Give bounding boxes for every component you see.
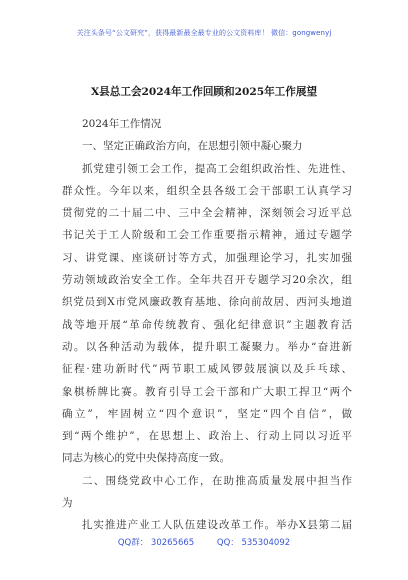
subsection-heading: 一、坚定正确政治方向，在思想引领中凝心聚力 xyxy=(82,140,303,153)
document-body xyxy=(62,113,352,537)
paragraph-line: 书记关于工人阶级和工会工作重要指示精神，通过专题学 xyxy=(62,229,352,242)
subsection-heading-cont: 为 xyxy=(62,497,73,510)
qq-group-label: QQ群： 30265665 xyxy=(117,538,195,548)
paragraph-line: 象棋桥牌比赛。教育引导工会干部和广大职工捍卫“两个 xyxy=(62,385,352,398)
paragraph-line: 贯彻党的二十届二中、三中全会精神，深刻领会习近平总 xyxy=(62,207,352,220)
document-title: X县总工会2024年工作回顾和2025年工作展望 xyxy=(90,86,318,98)
paragraph-line: 征程·建功新时代”两节职工威风锣鼓展演以及乒乓球、 xyxy=(62,363,352,376)
paragraph-line: 扎实推进产业工人队伍建设改革工作。举办X县第二届 xyxy=(82,519,352,532)
paragraph-line: 到“两个维护”，在思想上、政治上、行动上同以习近平 xyxy=(62,430,352,443)
paragraph-line: 确立”，牢固树立“四个意识”，坚定“四个自信”，做 xyxy=(62,407,352,420)
qq-contact-label: QQ： 535304092 xyxy=(216,538,291,548)
paragraph-line: 织党员到X市党风廉政教育基地、徐向前故居、西河头地道 xyxy=(62,296,352,309)
paragraph-line: 同志为核心的党中央保持高度一致。 xyxy=(62,452,230,465)
paragraph-line: 劳动领域政治安全工作。全年共召开专题学习20余次，组 xyxy=(62,274,352,287)
promo-banner: 关注头条号“公文研究”，获得最新最全最专业的公文资料库！ 微信：gongwenyj xyxy=(76,29,332,37)
paragraph-line: 习、讲党课、座谈研讨等方式，加强理论学习，扎实加强 xyxy=(62,251,352,264)
section-heading: 2024年工作情况 xyxy=(82,118,162,130)
paragraph-line: 战等地开展“革命传统教育、强化纪律意识”主题教育活 xyxy=(62,318,352,331)
contact-footer xyxy=(0,536,408,548)
paragraph-line: 动。以各种活动为载体，提升职工凝聚力。举办“奋进新 xyxy=(62,340,352,353)
paragraph-line: 群众性。今年以来，组织全县各级工会干部职工认真学习 xyxy=(62,184,352,197)
subsection-heading: 二、围绕党政中心工作，在助推高质量发展中担当作 xyxy=(82,474,352,487)
paragraph-line: 抓党建引领工会工作，提高工会组织政治性、先进性、 xyxy=(82,162,352,175)
